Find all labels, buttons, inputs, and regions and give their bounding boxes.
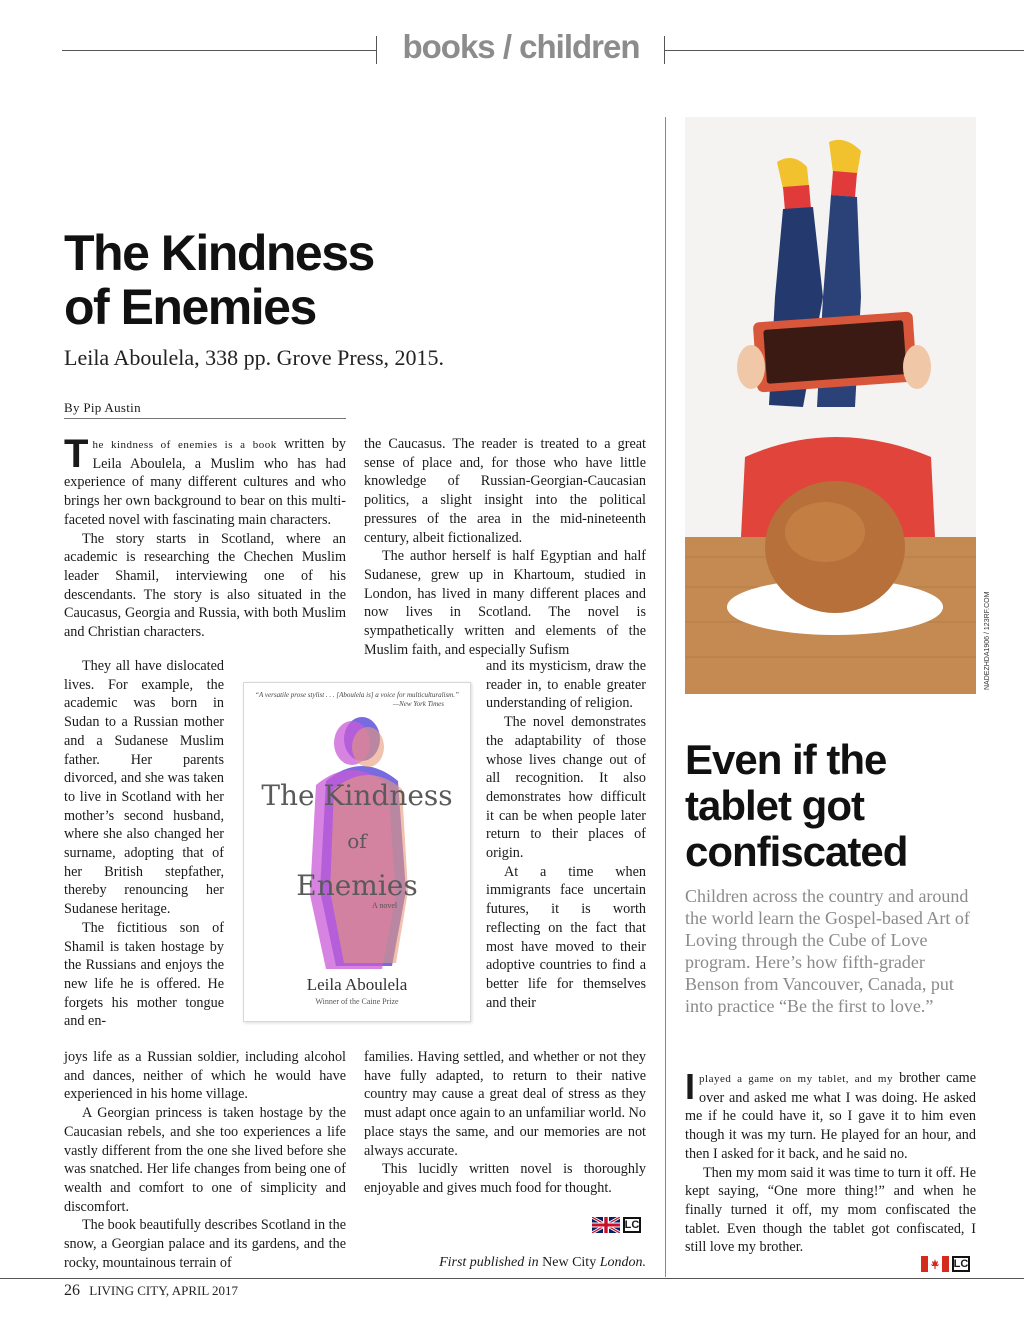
drop-cap: I xyxy=(685,1066,696,1107)
headline-line: confiscated xyxy=(685,828,908,875)
paragraph: the Caucasus. The reader is treated to a great sense of place and, for those who have little knowledge of Russian-Georgian-Caucasian politics, a slight insight into the political pressures of the area in the mid-nineteenth century, albeit fictionalized. xyxy=(364,436,646,546)
paragraph xyxy=(685,1066,977,1164)
article-column-2-bottom xyxy=(364,1048,646,1198)
article1-end-icons xyxy=(592,1217,641,1233)
book-cover-title xyxy=(244,771,470,911)
book-cover-image xyxy=(243,682,471,1022)
footer xyxy=(64,1282,238,1300)
paragraph: At a time when immigrants face uncertain futures, it is worth reflecting on the fact that most have moved to their adoptive countries to find a better life for themselves and their xyxy=(486,863,646,1011)
paragraph: The author herself is half Egyptian and half Sudanese, grew up in Khartoum, studied in London, has lived in many different places and now lives in Scotland. The novel is sympathetically written and elements of the Muslim faith, and especially Sufism xyxy=(364,548,646,658)
paragraph: families. Having settled, and whether or not they have fully adapted, to return to their native country may cause a great deal of stress as they must adapt once again to an unfamiliar world. No place stays the same, and our memories are not always accurate. xyxy=(364,1049,646,1159)
paragraph: The fictitious son of Shamil is taken hostage by the Russians and enjoys the new life he is offered. He forgets his mother tongue and en- xyxy=(64,919,224,1030)
paragraph: Then my mom said it was time to turn it off. He kept saying, “One more thing!” and when he finally turned it off, my mom confiscated the tablet. Even though the tablet got confiscated, I still love my brother. xyxy=(685,1164,976,1256)
lead-in: played a game on my tablet, and my xyxy=(699,1073,893,1085)
cover-title-line: of xyxy=(347,829,367,853)
drop-cap: T xyxy=(64,432,89,476)
article2-headline xyxy=(685,737,985,875)
book-cover-prize: Winner of the Caine Prize xyxy=(315,997,399,1006)
paragraph: The novel demonstrates the adaptability of those whose lives change out of all recognition. It also demonstrates how difficult it can be when people later return to their places of origin. xyxy=(486,714,646,862)
child-with-tablet-photo xyxy=(685,117,976,694)
section-title: books / children xyxy=(402,28,640,65)
paragraph: joys life as a Russian soldier, including alcohol and dances, neither of which he would have experienced in his home village. xyxy=(64,1049,346,1103)
article-column-1-bottom xyxy=(64,1048,346,1272)
first-published-note xyxy=(364,1255,646,1271)
article2-end-icons xyxy=(921,1256,970,1272)
book-cover-subtitle: A novel xyxy=(372,901,398,910)
byline: By Pip Austin xyxy=(64,400,346,419)
header-rule-tick-left xyxy=(376,36,377,64)
first-published-label: First published in xyxy=(439,1255,539,1270)
paragraph xyxy=(64,432,347,530)
cover-title-line: The Kindness xyxy=(261,779,453,812)
paragraph: The story starts in Scotland, where an academic is researching the Chechen Muslim leader Shamil, interviewing one of his descendants. The story is also situated in the Caucasus, Georgia and Russia, with both Muslim and Christian characters. xyxy=(64,530,346,641)
article-headline xyxy=(64,226,484,334)
photo-illustration xyxy=(685,117,976,694)
first-published-city: London. xyxy=(599,1255,646,1270)
article-column-narrow-right xyxy=(486,657,646,1012)
lead-in: he kindness of enemies is a book xyxy=(92,439,277,451)
article2-body xyxy=(685,1066,977,1257)
headline-line: Even if the xyxy=(685,736,887,783)
canada-flag-icon xyxy=(921,1256,949,1272)
paragraph: and its mysticism, draw the reader in, to enable greater understanding of religion. xyxy=(486,658,646,712)
headline-line: of Enemies xyxy=(64,279,316,335)
photo-credit: NADEZHDA1906 / 123RF.COM xyxy=(984,591,991,690)
book-details: Leila Aboulela, 338 pp. Grove Press, 2015. xyxy=(64,345,445,370)
article2-dek: Children across the country and around the world learn the Gospel-based Art of Loving through the Cube of Love program. Here’s how fifth-grader Benson from Vancouver, Canada, put into practice “Be the first to love.” xyxy=(685,886,970,1016)
header-rule-left xyxy=(62,50,376,51)
magazine-issue: LIVING CITY, APRIL 2017 xyxy=(89,1283,239,1298)
paragraph: A Georgian princess is taken hostage by the Caucasian rebels, and she too experiences a life vastly different from the one she lived before she was snatched. Her life changes from being one of wealth and comfort to one of simplicity and discomfort. xyxy=(64,1105,346,1215)
paragraph: The book beautifully describes Scotland in the snow, a Georgian palace and its gardens, and the rocky, mountainous terrain of xyxy=(64,1217,346,1271)
column-divider xyxy=(665,117,666,1277)
paragraph-text: written by Leila Aboulela, a Muslim who has had experience of many different cultures and who brings her own background to bear on this multi-faceted novel with fascinating main characters. xyxy=(64,436,347,528)
paragraph-text: brother came over and asked me what I was doing. He asked me if he could have it, so I gave it to him even though it was my turn. He played for an hour, and then I asked for it back, and he said no. xyxy=(685,1070,977,1162)
paragraph: This lucidly written novel is thoroughly enjoyable and gives much food for thought. xyxy=(364,1161,646,1196)
book-cover-quote xyxy=(244,691,470,709)
article-column-2 xyxy=(364,435,646,659)
cover-quote-text: “A versatile prose stylist . . . [Aboulela is] a voice for multiculturalism.” xyxy=(255,691,459,699)
cover-title-line: Enemies xyxy=(296,869,418,902)
lc-logo-icon: LC xyxy=(952,1256,970,1272)
footer-rule xyxy=(0,1278,1024,1279)
header-rule-right xyxy=(664,50,1024,51)
cover-quote-source: —New York Times xyxy=(392,700,444,708)
uk-flag-icon xyxy=(592,1217,620,1233)
headline-line: The Kindness xyxy=(64,225,374,281)
book-cover-author: Leila Aboulela xyxy=(306,975,408,994)
paragraph: They all have dislocated lives. For example, the academic was born in Sudan to a Russian mother and a Sudanese Muslim father. Her parents divorced, and she was taken to live in Scotland with her mother’s second husband, where she also changed her surname, adopting that of her British stepfather, thereby renouncing her Sudanese heritage. xyxy=(64,658,224,918)
first-published-publication: New City xyxy=(542,1255,597,1270)
page-number: 26 xyxy=(64,1282,80,1299)
lc-logo-icon: LC xyxy=(623,1217,641,1233)
article-column-1 xyxy=(64,432,347,642)
article-column-narrow-left xyxy=(64,657,224,1031)
headline-line: tablet got xyxy=(685,782,864,829)
